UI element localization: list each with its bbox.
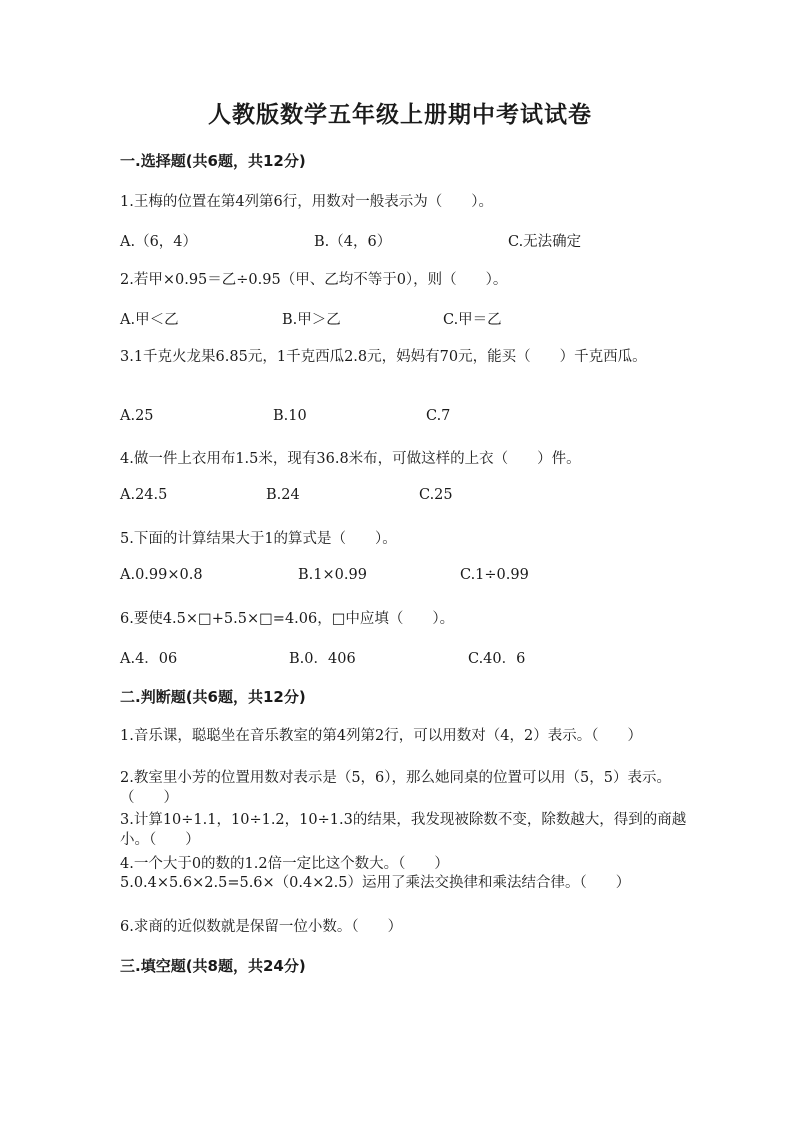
option-c: C.1÷0.99 — [460, 567, 529, 583]
judgement-item: 2.教室里小芳的位置用数对表示是（5，6），那么她同桌的位置可以用（5，5）表示。（ ） — [120, 770, 671, 806]
option-b: B.（4，6） — [314, 234, 392, 250]
option-a: A.25 — [120, 408, 154, 424]
option-b: B.24 — [266, 487, 300, 503]
question-text: 1.王梅的位置在第4列第6行，用数对一般表示为（ ）。 — [120, 194, 494, 210]
question-text: 2.若甲×0.95＝乙÷0.95（甲、乙均不等于0），则（ ）。 — [120, 272, 508, 288]
option-c: C.甲＝乙 — [443, 312, 502, 328]
judgement-item: 6.求商的近似数就是保留一位小数。（ ） — [120, 919, 403, 935]
option-b: B.1×0.99 — [298, 567, 367, 583]
judgement-item: 3.计算10÷1.1，10÷1.2，10÷1.3的结果，我发现被除数不变，除数越大，得到的商越小。（ ） — [120, 812, 687, 848]
option-a: A.24.5 — [120, 487, 168, 503]
option-c: C.无法确定 — [508, 234, 582, 250]
option-a: A.甲＜乙 — [120, 312, 179, 328]
option-a: A.0.99×0.8 — [120, 567, 203, 583]
section-heading-choice: 一.选择题(共6题，共12分) — [120, 152, 306, 170]
option-b: B.甲＞乙 — [282, 312, 341, 328]
option-a: A.4．06 — [120, 651, 178, 667]
page-title: 人教版数学五年级上册期中考试试卷 — [208, 102, 592, 128]
judgement-item: 4.一个大于0的数的1.2倍一定比这个数大。（ ） — [120, 856, 449, 872]
option-c: C.7 — [426, 408, 451, 424]
option-b: B.10 — [273, 408, 307, 424]
judgement-item: 1.音乐课，聪聪坐在音乐教室的第4列第2行，可以用数对（4，2）表示。（ ） — [120, 728, 642, 744]
question-text: 3.1千克火龙果6.85元，1千克西瓜2.8元，妈妈有70元，能买（ ）千克西瓜。 — [120, 349, 647, 365]
option-c: C.40．6 — [468, 651, 526, 667]
section-heading-fill-blank: 三.填空题(共8题，共24分) — [120, 957, 306, 975]
question-text: 4.做一件上衣用布1.5米，现有36.8米布，可做这样的上衣（ ）件。 — [120, 451, 581, 467]
option-c: C.25 — [419, 487, 453, 503]
judgement-item: 5.0.4×5.6×2.5=5.6×（0.4×2.5）运用了乘法交换律和乘法结合律。（ ） — [120, 875, 631, 891]
option-a: A.（6，4） — [120, 234, 198, 250]
section-heading-judgement: 二.判断题(共6题，共12分) — [120, 688, 306, 706]
question-text: 5.下面的计算结果大于1的算式是（ ）。 — [120, 531, 397, 547]
option-b: B.0．406 — [289, 651, 356, 667]
question-text: 6.要使4.5×□+5.5×□=4.06，□中应填（ ）。 — [120, 611, 455, 627]
